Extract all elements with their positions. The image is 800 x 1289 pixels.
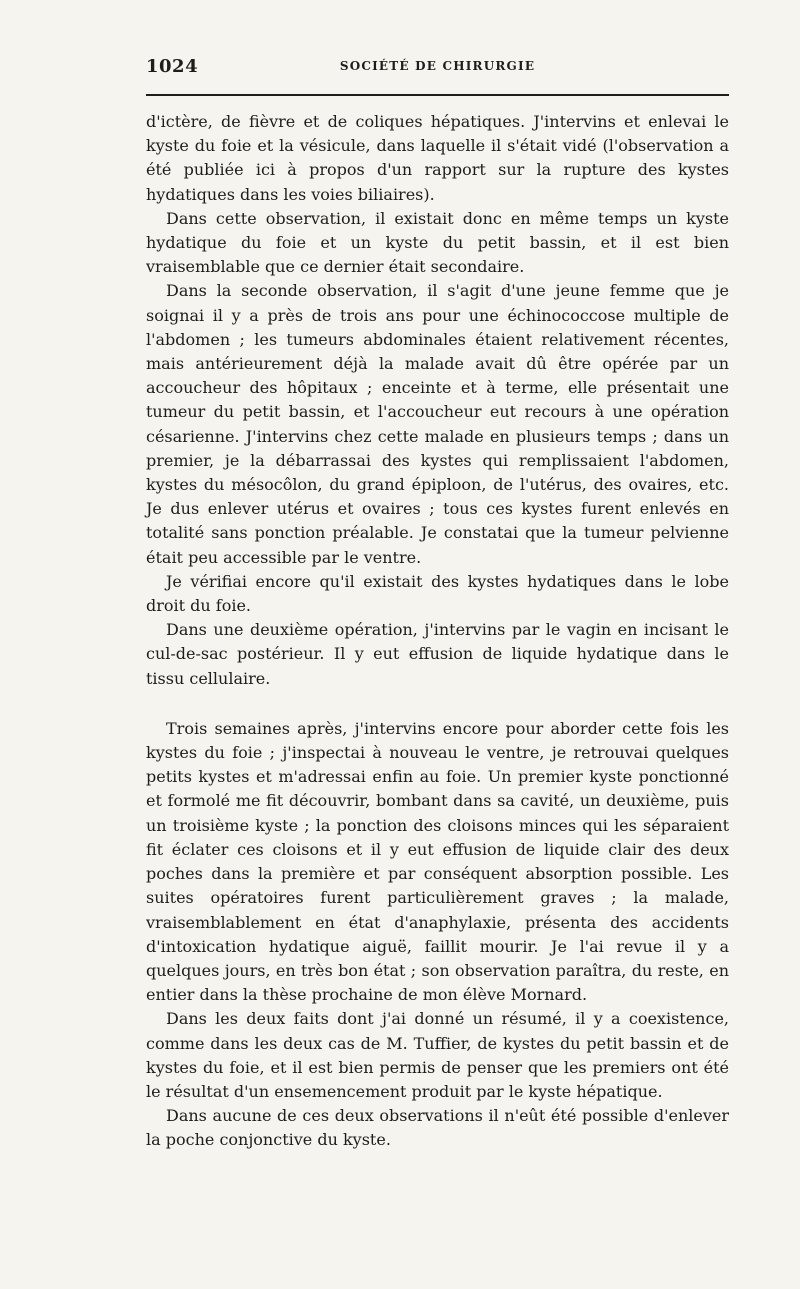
section-gap	[146, 691, 729, 717]
paragraph: Dans aucune de ces deux observations il n'eût été possible d'enlever la poche conjonctive du kyste.	[146, 1106, 729, 1150]
header-rule	[146, 94, 729, 96]
running-title: SOCIÉTÉ DE CHIRURGIE	[339, 59, 536, 73]
paragraph: Je vérifiai encore qu'il existait des kystes hydatiques dans le lobe droit du foie.	[146, 571, 729, 616]
paragraph: Dans cette observation, il existait donc en même temps un kyste hydatique du foie et un kyste du petit bassin, et il est bien vraisemblable que ce dernier était secondaire.	[146, 208, 729, 277]
page-header	[146, 56, 729, 82]
paragraph: Dans la seconde observation, il s'agit d'une jeune femme que je soignai il y a près de trois ans pour une échinococcose multiple de l'abdomen ; les tumeurs abdominales étaient relativement récentes, mais antérieurement déjà la malade avait dû être opérée par un accoucheur des hôpitaux ; enceinte et à terme, elle présentait une tumeur du petit bassin, et l'accoucheur eut recours à une opération césarienne. J'intervins chez cette malade en plusieurs temps ; dans un premier, je la débarrassai des kystes qui remplissaient l'abdomen, kystes du mésocôlon, du grand épiploon, de l'utérus, des ovaires, etc. Je dus enlever utérus et ovaires ; tous ces kystes furent enlevés en totalité sans ponction préalable. Je constatai que la tumeur pelvienne était peu accessible par le ventre.	[146, 281, 729, 567]
paragraph: Dans les deux faits dont j'ai donné un résumé, il y a coexistence, comme dans les deux cas de M. Tuffier, de kystes du petit bassin et de kystes du foie, et il est bien permis de penser que les premiers ont été le résultat d'un ensemencement produit par le kyste hépatique.	[146, 1009, 729, 1101]
paragraph: d'ictère, de fièvre et de coliques hépatiques. J'intervins et enlevai le kyste du foie et la vésicule, dans laquelle il s'était vidé (l'observation a été publiée ici à propos d'un rapport sur la rupture des kystes hydatiques dans les voies biliaires).	[146, 112, 729, 204]
body-text	[146, 110, 729, 1153]
paragraph: Trois semaines après, j'intervins encore pour aborder cette fois les kystes du foie ; j'inspectai à nouveau le ventre, je retrouvai quelques petits kystes et m'adressai enfin au foie. Un premier kyste ponctionné et formolé me fit découvrir, bombant dans sa cavité, un deuxième, puis un troisième kyste ; la ponction des cloisons minces qui les séparaient fit éclater ces cloisons et il y eut effusion de liquide clair des deux poches dans la première et par conséquent absorption possible. Les suites opératoires furent particulièrement graves ; la malade, vraisemblablement en état d'anaphylaxie, présenta des accidents d'intoxication hydatique aiguë, faillit mourir. Je l'ai revue il y a quelques jours, en très bon état ; son observation paraîtra, du reste, en entier dans la thèse prochaine de mon élève Mornard.	[146, 718, 729, 1005]
page-number: 1024	[146, 56, 199, 77]
paragraph: Dans une deuxième opération, j'intervins par le vagin en incisant le cul-de-sac postérieur. Il y eut effusion de liquide hydatique dans le tissu cellulaire.	[146, 620, 729, 688]
